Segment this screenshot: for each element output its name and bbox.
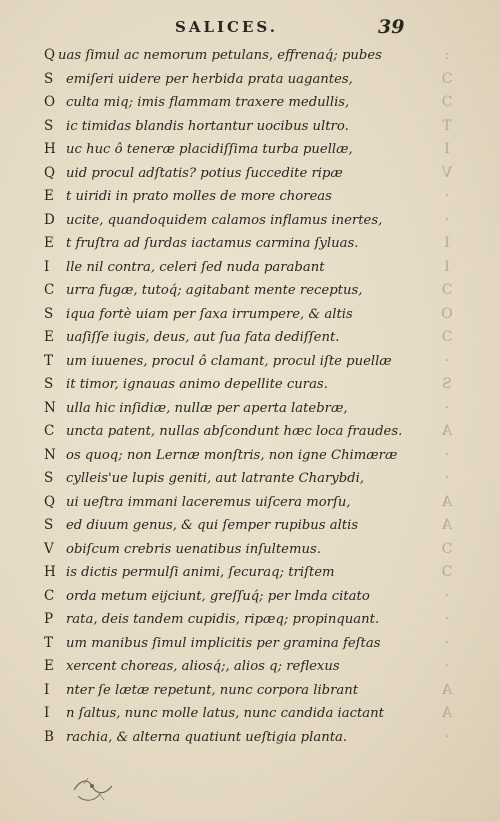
line-initial: N [44,446,56,463]
line-initial: C [44,423,55,439]
line-initial: E [44,658,54,674]
line-initial: C [44,282,55,298]
line-text: ui ueſtra immani laceremus uiſcera morſu, [66,494,351,510]
verse-text [44,44,424,749]
line-text: uid procul adſtatis? potius ſuccedite ripæ [66,165,343,181]
verse-line [44,115,424,139]
line-text: obiſcum crebris uenatibus inſultemus. [66,541,321,557]
verse-line [44,702,424,726]
line-initial: T [44,634,54,651]
line-initial: Q [44,47,56,63]
line-initial: I [44,705,50,721]
line-text: um manibus ſimul implicitis per gramina feſtas [66,635,381,651]
verse-line [44,44,424,68]
verse-line [44,726,424,750]
verse-line [44,91,424,115]
line-text: cylleis'ue lupis geniti, aut latrante Charybdi, [66,471,365,486]
verse-line [44,185,424,209]
line-initial: V [44,540,54,557]
running-head: SALICES. [175,18,278,36]
line-text: t uiridi in prato molles de more choreas [66,189,332,204]
line-text: nter ſe lætæ repetunt, nunc corpora librant [66,682,359,698]
line-text: ulla hic inſidiæ, nullæ per aperta latebræ, [66,400,348,416]
line-text: urra fugæ, tutoq́; agitabant mente receptus, [66,283,363,298]
line-text: orda metum eijciunt, greſſuq́; per lmda citato [66,588,370,604]
verse-line [44,608,424,632]
line-initial: P [44,611,54,627]
line-text: culta miq; imis flammam traxere medullis, [66,95,350,110]
verse-line [44,444,424,468]
line-initial: E [44,329,54,345]
line-initial: E [44,188,54,204]
verse-line [44,68,424,92]
line-initial: S [44,517,54,533]
verse-line [44,162,424,186]
line-initial: S [44,305,54,322]
line-text: ic timidas blandis hortantur uocibus ultro. [66,118,349,134]
line-text: os quoq; non Lernæ monſtris, non igne Chimæræ [66,447,398,463]
line-text: uncta patent, nullas abſcondunt hæc loca fraudes. [66,424,403,439]
line-initial: S [44,117,54,134]
verse-line [44,232,424,256]
verse-line [44,632,424,656]
verse-line [44,538,424,562]
line-initial: N [44,399,56,416]
verse-line [44,279,424,303]
line-text: ed diuum genus, & qui ſemper rupibus altis [66,518,359,533]
verse-line [44,561,424,585]
line-initial: B [44,728,54,745]
line-text: um iuuenes, procul ô clamant, procul iſte puellæ [66,353,392,369]
line-text: n ſaltus, nunc molle latus, nunc candida iactant [66,706,384,721]
verse-line [44,373,424,397]
show-through-text: : Ↄ Ↄ T I V · · I I Ↄ O Ↄ · S · A · · A A Ↄ Ↄ · · · · A A · [441,47,453,745]
page-number: 39 [378,16,405,38]
verse-line [44,491,424,515]
line-initial: S [44,376,54,392]
verse-line [44,420,424,444]
line-initial: E [44,235,54,251]
line-text: rata, deis tandem cupidis, ripæq; propinquant. [66,612,380,627]
line-initial: S [44,470,54,486]
verse-line [44,138,424,162]
verse-line [44,350,424,374]
line-initial: T [44,352,54,369]
line-initial: O [44,94,56,110]
line-initial: Q [44,493,56,510]
line-text: lle nil contra, celeri ſed nuda parabant [66,259,325,275]
line-initial: Q [44,164,56,181]
page-header [0,14,500,44]
line-initial: I [44,681,50,698]
printer-ornament [70,772,116,806]
line-text: xercent choreas, aliosq́;, alios q; reflexus [66,659,340,674]
line-text: rachia, & alterna quatiunt ueſtigia planta. [66,729,348,745]
line-text: uc huc ô teneræ placidiſſima turba puellæ, [66,142,353,157]
verse-line [44,467,424,491]
line-text: uaſiſſe iugis, deus, aut ſua fata dediſſent. [66,330,340,345]
line-text: t fruſtra ad ſurdas iactamus carmina ſyluas. [66,236,359,251]
line-initial: H [44,564,56,580]
line-text: is dictis permulſi animi, ſecuraq; triſtem [66,565,335,580]
verse-line [44,326,424,350]
line-initial: D [44,211,55,228]
line-text: iqua fortè uiam per ſaxa irrumpere, & altis [66,306,353,322]
line-text: it timor, ignauas animo depellite curas. [66,377,328,392]
verse-line [44,256,424,280]
line-initial: S [44,70,54,87]
verse-line [44,397,424,421]
verse-line [44,209,424,233]
verse-line [44,585,424,609]
verse-line [44,303,424,327]
line-initial: I [44,258,50,275]
line-text: ucite, quandoquidem calamos inflamus inertes, [66,212,383,228]
line-initial: C [44,587,55,604]
verse-line [44,679,424,703]
verse-line [44,655,424,679]
line-text: uas ſimul ac nemorum petulans, effrenaq́; pubes [58,48,382,63]
line-text: emiſeri uidere per herbida prata uagantes, [66,71,353,87]
line-initial: H [44,141,56,157]
verse-line [44,514,424,538]
